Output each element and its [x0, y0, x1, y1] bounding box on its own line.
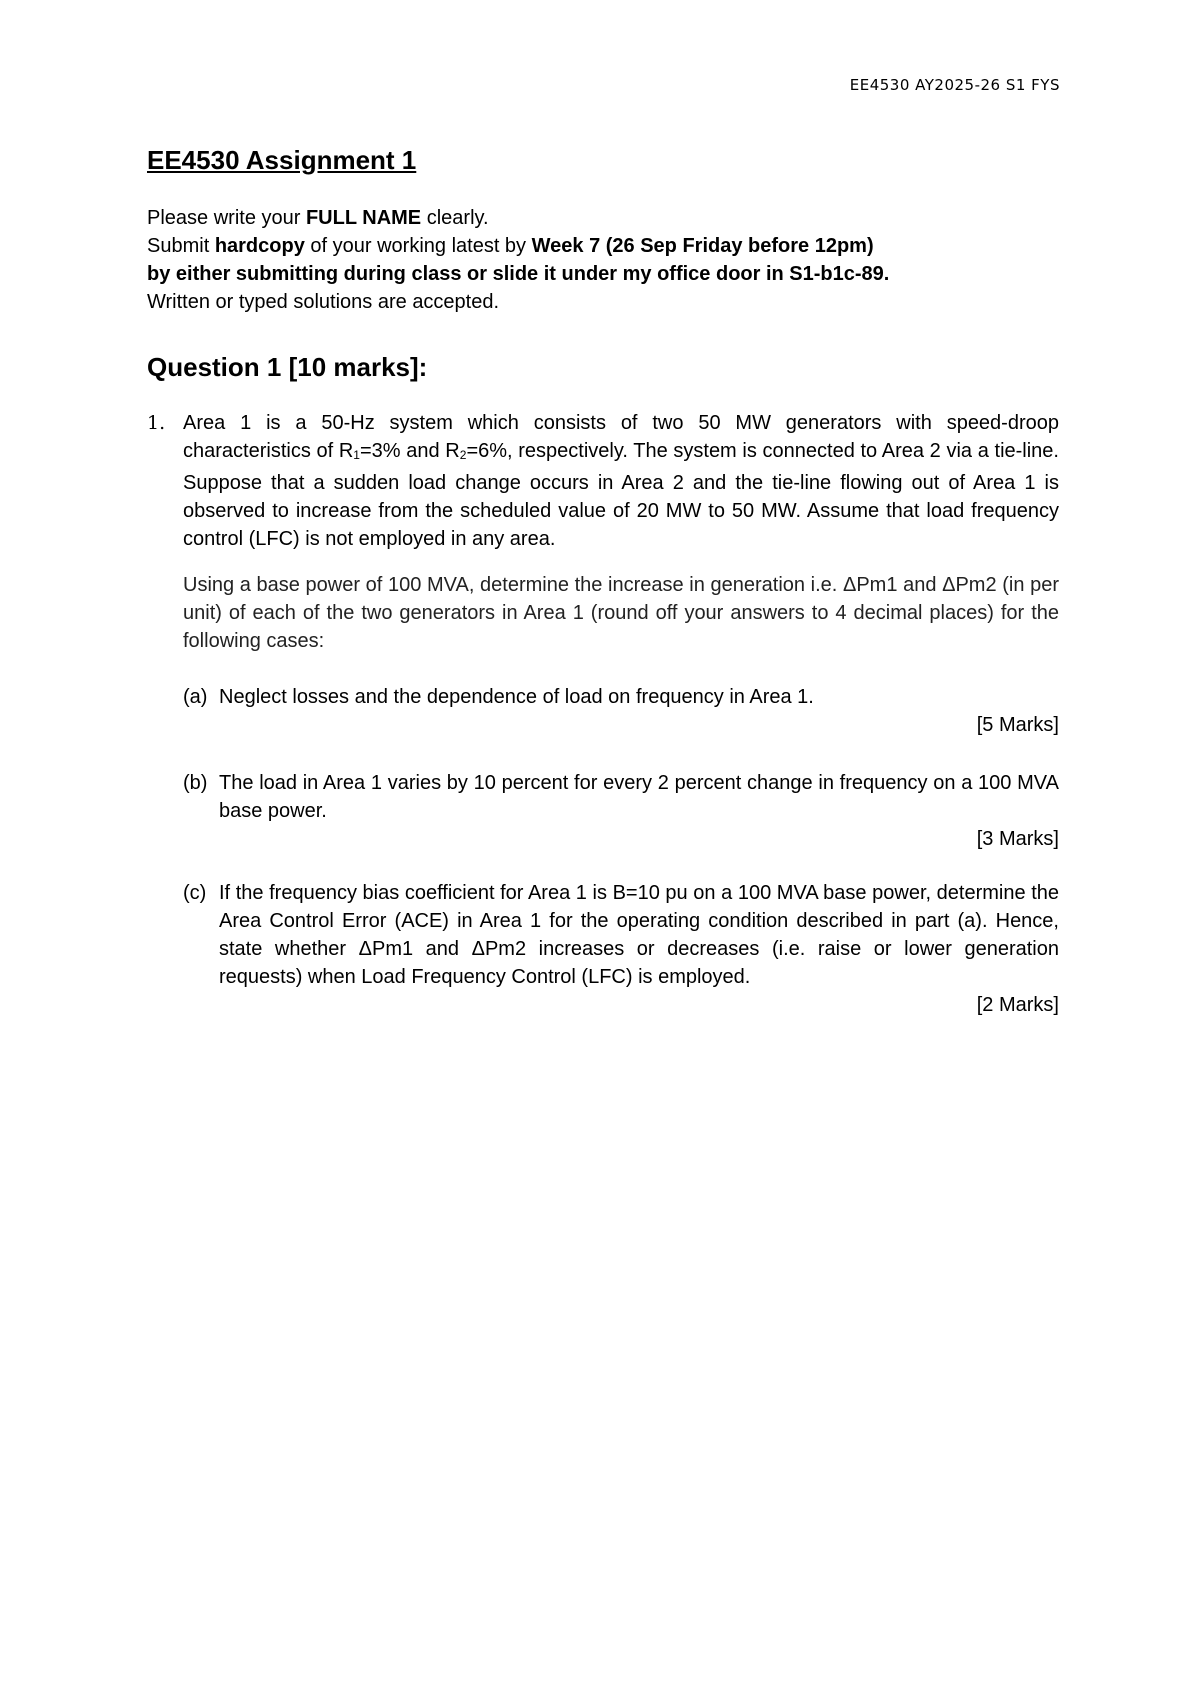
part-marks: [2 Marks]: [976, 994, 1059, 1016]
question-item: [147, 409, 1059, 1019]
part-label: (c): [183, 882, 207, 904]
question-heading: Question 1 [10 marks]:: [147, 352, 428, 382]
running-header: EE4530 AY2025-26 S1 FYS: [849, 76, 1060, 94]
part-c: [183, 879, 1059, 1019]
part-marks: [5 Marks]: [976, 714, 1059, 736]
part-label: (b): [183, 772, 208, 794]
part-label: (a): [183, 686, 208, 708]
instructions: [147, 204, 1059, 316]
question-body: [183, 409, 1059, 1019]
question-parts: [183, 683, 1059, 1019]
instruction-line-1: Please write your FULL NAME clearly.: [147, 207, 489, 229]
instruction-line-4: Written or typed solutions are accepted.: [147, 291, 500, 313]
part-text: The load in Area 1 varies by 10 percent for every 2 percent change in frequency on a 100 MVA base power.: [219, 772, 1059, 822]
question-number: 1.: [147, 412, 166, 434]
document-body: [147, 145, 1059, 1019]
page-title: EE4530 Assignment 1: [147, 145, 417, 175]
question-task: Using a base power of 100 MVA, determine the increase in generation i.e. ΔPm1 and ΔPm2 (in per unit) of each of the two generators in Area 1 (round off your answers to 4 decimal places) for the following cases:: [183, 574, 1059, 652]
question-statement: Area 1 is a 50-Hz system which consists of two 50 MW generators with speed-droop characteristics of $R_1=3\%$ and $R_2=6\%$, respectively. The system is connected to Area 2 via a tie-line. Suppose that a sudden load change occurs in Area 2 and the tie-line flowing out of Area 1 is observed to increase from the scheduled value of 20 MW to 50 MW. Assume that load frequency control (LFC) is not employed in any area.: [183, 412, 1059, 550]
part-text: If the frequency bias coefficient for Area 1 is B=10 pu on a 100 MVA base power, determine the Area Control Error (ACE) in Area 1 for the operating condition described in part (a). Hence, state whether ΔPm1 and ΔPm2 increases or decreases (i.e. raise or lower generation requests) when Load Frequency Control (LFC) is employed.: [219, 882, 1059, 988]
part-a: [183, 683, 1059, 739]
part-text: Neglect losses and the dependence of load on frequency in Area 1.: [219, 686, 814, 708]
part-b: [183, 769, 1059, 853]
part-marks: [3 Marks]: [976, 828, 1059, 850]
instruction-line-3: by either submitting during class or slide it under my office door in S1-b1c-89.: [147, 263, 890, 285]
instruction-line-2: Submit hardcopy of your working latest by Week 7 (26 Sep Friday before 12pm): [147, 235, 874, 257]
